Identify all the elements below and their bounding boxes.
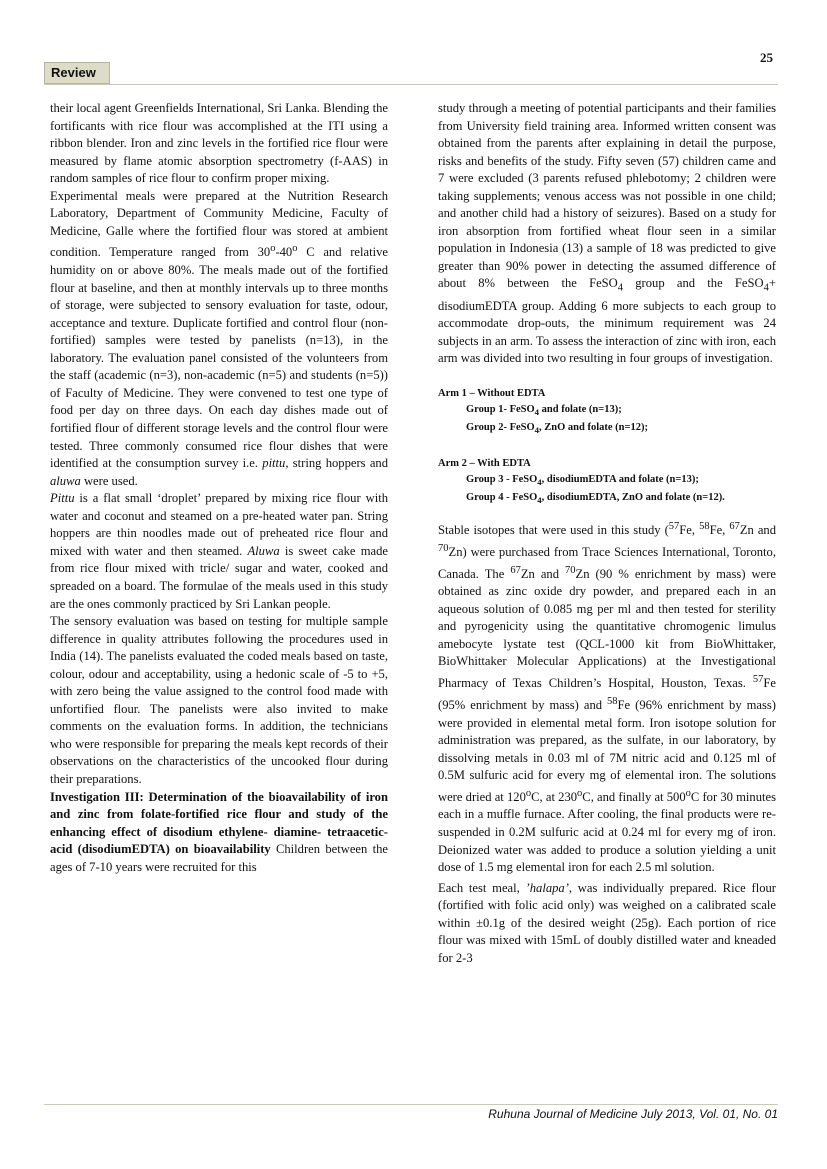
journal-footer: Ruhuna Journal of Medicine July 2013, Vol. 01, No. 01 <box>488 1107 778 1121</box>
group-2: Group 2- FeSO$_4$, ZnO and folate (n=12); <box>466 421 648 435</box>
paragraph: Experimental meals were prepared at the Nutrition Research Laboratory, Department of Community Medicine, Faculty of Medicine, Galle where the fortified flour was stored at ambient condition. Temperature ranged from 30$^o$-40$^o$ C and relative humidity on or above 80%. The meals made out of the fortified flour at baseline, and then at monthly intervals up to three months of storage, were subjected to sensory evaluation for taste, odour, acceptance and texture. Duplicate fortified and control flour (non-fortified) samples were tested by panelists (n=13), in the laboratory. The evaluation panel consisted of the volunteers from the staff (academic (n=3), non-academic (n=5) and students (n=5)) of Faculty of Medicine. They were convened to test one type of food per day on three days. On each day dishes made out of fortified flour of different storage levels and the control flour were tested. Three commonly consumed rice flour dishes that were identified at the consumption survey i.e. pittu, string hoppers and aluwa were used. <box>50 188 389 488</box>
header-rule <box>44 84 778 85</box>
left-column <box>50 100 388 876</box>
footer-rule <box>44 1104 778 1105</box>
subheading: Investigation III: Determination of the bioavailability of iron and zinc from folate-fortified rice flour and study of the enhancing effect of disodium ethylene- diamine- tetraacetic-acid (disodiumEDTA) on bioavailability <box>50 789 388 857</box>
group-3: Group 3 - FeSO$_4$, disodiumEDTA and folate (n=13); <box>466 473 699 487</box>
paragraph: study through a meeting of potential participants and their families from University field training area. Informed written consent was obtained from the parents after explaining in detail the purpose, risks and benefits of the study. Fifty seven (57) children came and 7 were excluded (3 parents refused phlebotomy; 2 children were taking supplements; venous access was not possible in one child; and another child had a history of seizures). Based on a study for iron absorption from fortified wheat flour seen in a similar population in Indonesia (13) a sample of 18 was predicted to give greater than 90% power in detecting the assumed difference of about 8% between the FeSO$_4$ group and the FeSO$_4$+ disodiumEDTA group. Adding 6 more subjects to each group to accommodate drop-outs, the minimum requirement was 24 subjects in an arm. To assess the interaction of zinc with iron, each arm was divided into two resulting in four groups of investigation. <box>438 101 776 366</box>
paragraph: The sensory evaluation was based on testing for multiple sample difference in quality attributes following the procedures used in India (14). The panelists evaluated the coded meals based on taste, colour, odour and acceptability, using a hedonic scale of -5 to +5, with zero being the value assigned to the control food made with unfortified flour. The panelists were also invited to make comments on the evaluation forms. In addition, the technicians who were responsible for preparing the meals kept records of their observations on the characteristics of the uncooked flour during their preparations. <box>50 614 388 786</box>
paragraph: Each test meal, ’halapa’, was individually prepared. Rice flour (fortified with folic acid only) was weighed on a calibrated scale within ±0.1g of the desired weight (25g). Each portion of rice flour was mixed with 15mL of doubly distilled water and kneaded for 2-3 <box>438 880 776 965</box>
page-number: 25 <box>760 50 773 65</box>
paragraph: Pittu is a flat small ‘droplet’ prepared by mixing rice flour with water and coconut and steamed on a pre-heated water pan. String hoppers are thin noodles made out of preheated rice flour and mixed with water and then steamed. Aluwa is sweet cake made from rice flour mixed with tricle/ sugar and water, cooked and spreaded on a board. The formulae of the meals used in this study are the ones commonly practiced by Sri Lankan people. <box>50 491 388 611</box>
right-column <box>438 100 776 967</box>
arm-2-title: Arm 2 – With EDTA <box>438 457 531 469</box>
paragraph: their local agent Greenfields International, Sri Lanka. Blending the fortificants with rice flour was accomplished at the ITI using a ribbon blender. Iron and zinc levels in the fortified rice flour were measured by flame atomic absorption spectrometry (f-AAS) in random samples of rice flour to confirm proper mixing. <box>50 101 388 186</box>
section-tag: Review <box>44 62 110 84</box>
paragraph: Investigation III: Determination of the bioavailability of iron and zinc from folate-fortified rice flour and study of the enhancing effect of disodium ethylene- diamine- tetraacetic-acid (disodiumEDTA) on bioavailability Children between the ages of 7-10 years were recruited for this <box>50 789 388 874</box>
group-1: Group 1- FeSO$_4$ and folate (n=13); <box>466 403 622 417</box>
paragraph: Stable isotopes that were used in this study ($^{57}$Fe, $^{58}$Fe, $^{67}$Zn and $^{70}$Zn) were purchased from Trace Sciences International, Toronto, Canada. The $^{67}$Zn and $^{70}$Zn (90 % enrichment by mass) were obtained as zinc oxide dry powder, and prepared each in an aqueous solution of 0.085 mg per ml and then tested for sterility and pyrogenicity using the quantitative chromogenic limulus amebocyte lystate test (QCL-1000 kit from BioWhittaker, BioWhittaker Molecular Applications) at the Investigational Pharmacy of Texas Children’s Hospital, Houston, Texas. $^{57}$Fe (95% enrichment by mass) and $^{58}$Fe (96% enrichment by mass) were provided in elemental metal form. Iron isotope solution for administration was prepared, as the sulfate, in our laboratory, by dissolving metals in 0.03 ml of 7M nitric acid and 0.125 ml of 0.5M sulfuric acid for every mg of elemental iron. The solutions were dried at 120$^o$C, at 230$^o$C, and finally at 500$^o$C for 30 minutes each in a muffle furnace. After cooling, the final products were re-suspended in 0.2M sulfuric acid at 0.24 ml for every mg of iron. Deionized water was added to produce a solution yielding a unit dose of 1.5 mg elemental iron for each 2.5 ml solution. <box>438 521 777 875</box>
arm-1-title: Arm 1 – Without EDTA <box>438 387 546 399</box>
group-4: Group 4 - FeSO$_4$, disodiumEDTA, ZnO and folate (n=12). <box>466 492 725 506</box>
